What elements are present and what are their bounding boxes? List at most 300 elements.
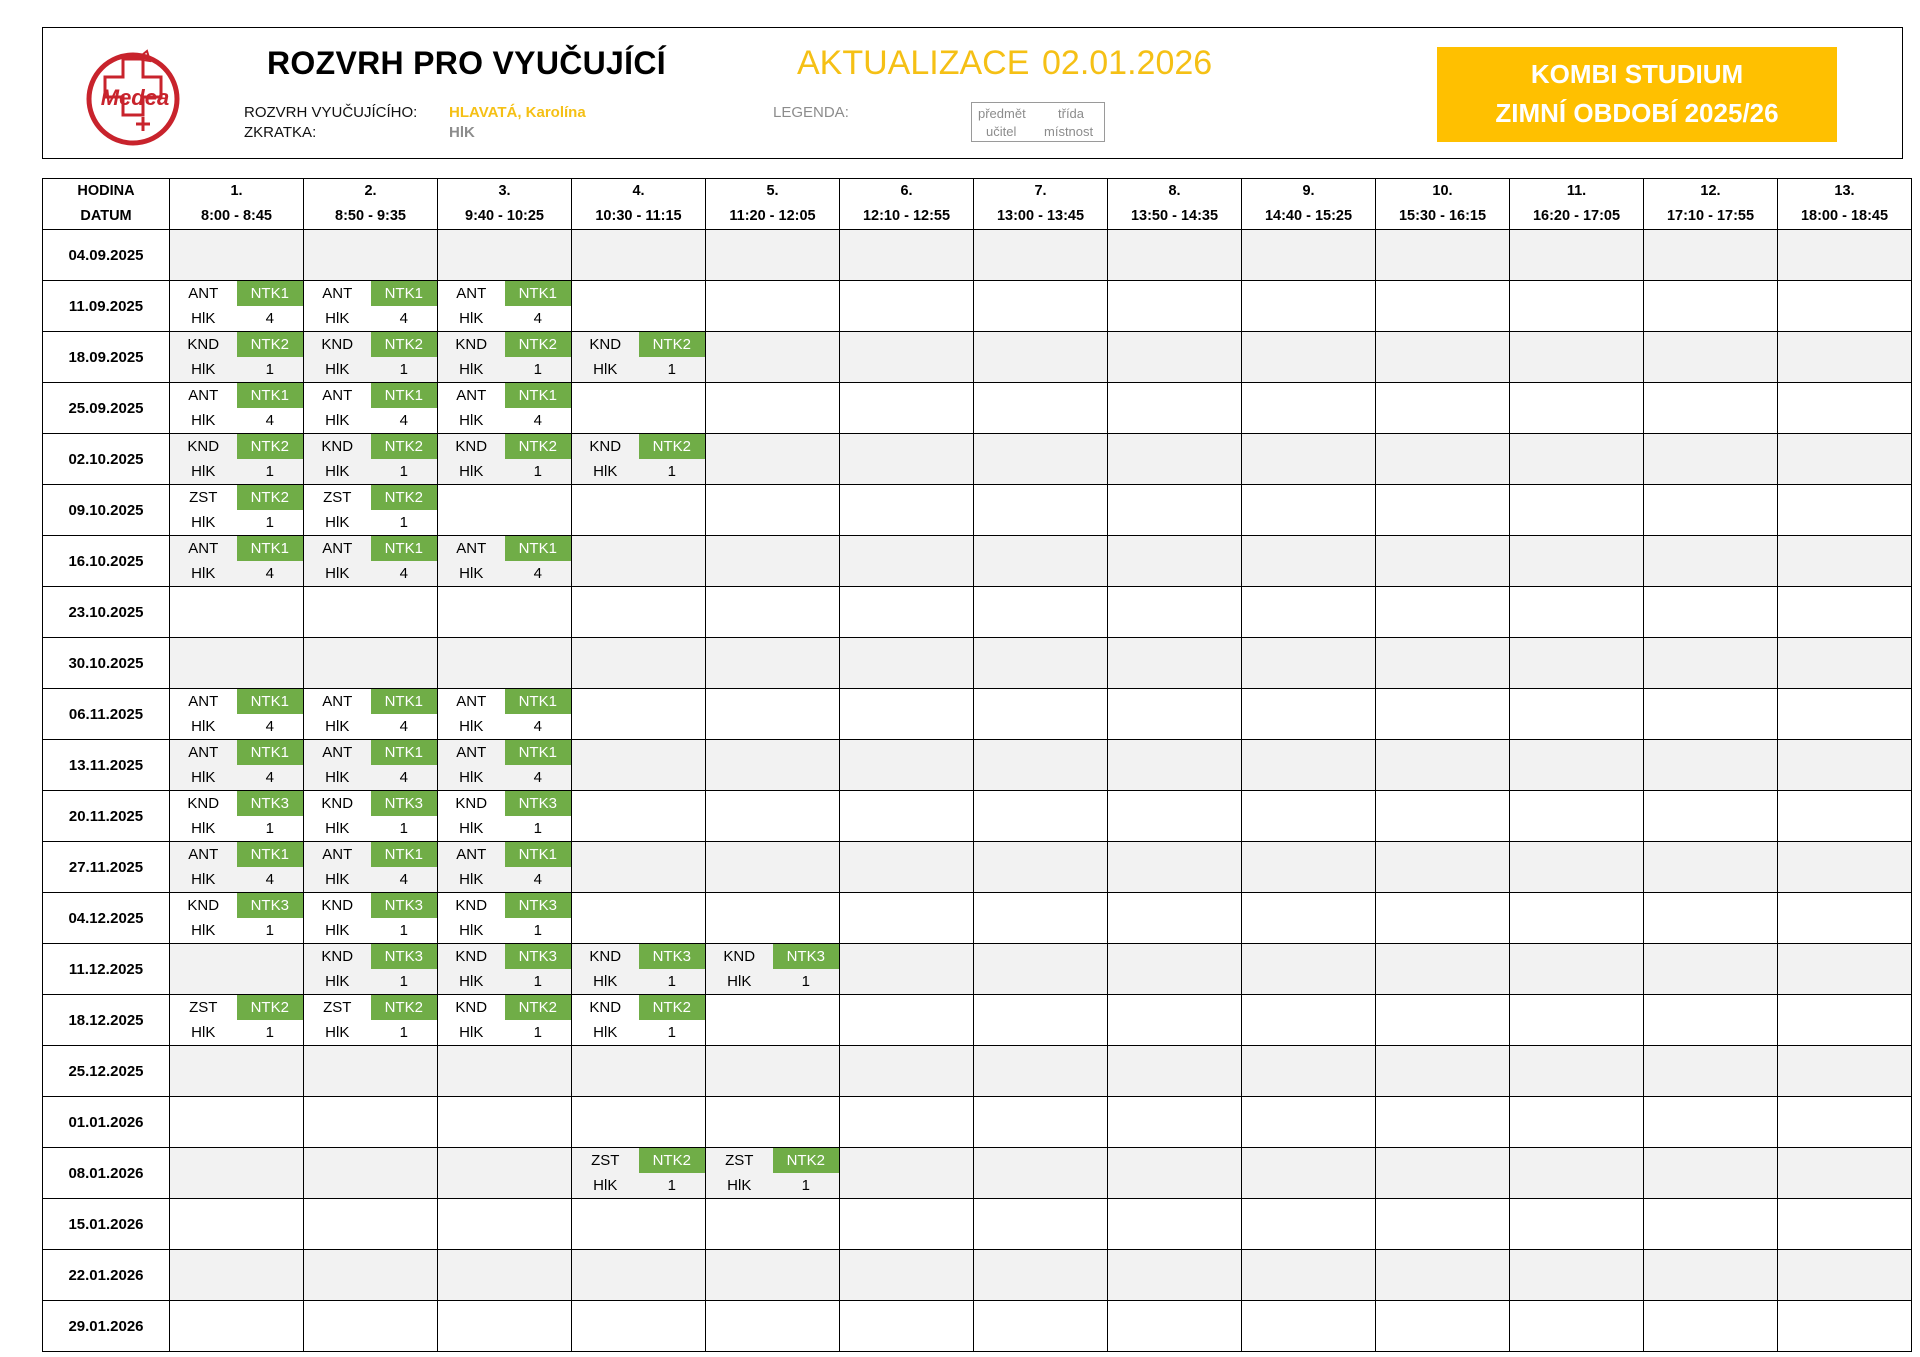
- lesson-class: NTK2: [505, 995, 572, 1020]
- legend-teacher: učitel: [986, 124, 1017, 139]
- lesson-teacher: HlK: [459, 1024, 484, 1041]
- lesson-subject: ANT: [456, 285, 487, 302]
- lesson-subject: ZST: [591, 1152, 620, 1169]
- lesson-room: 1: [533, 463, 542, 480]
- lesson: [438, 791, 571, 841]
- lesson: [304, 332, 437, 382]
- lesson-slot: [1242, 1301, 1376, 1352]
- lesson: [170, 332, 303, 382]
- lesson-subject: KND: [455, 897, 488, 914]
- lesson-slot: [1644, 1301, 1778, 1352]
- lesson-teacher: HlK: [325, 820, 350, 837]
- table-row: [43, 587, 1912, 638]
- lesson-slot: [974, 638, 1108, 689]
- lesson-teacher: HlK: [459, 820, 484, 837]
- row-date: 22.01.2026: [43, 1250, 170, 1301]
- lesson-slot: [840, 740, 974, 791]
- lesson-class: NTK2: [639, 332, 706, 357]
- lesson-teacher: HlK: [459, 361, 484, 378]
- lesson-slot: [304, 281, 438, 332]
- lesson-subject: KND: [723, 948, 756, 965]
- table-row: [43, 995, 1912, 1046]
- lesson-slot: [304, 1250, 438, 1301]
- lesson-slot: [1510, 536, 1644, 587]
- lesson-teacher: HlK: [191, 871, 216, 888]
- lesson-slot: [572, 689, 706, 740]
- lesson-slot: [1242, 332, 1376, 383]
- lesson-teacher: HlK: [191, 565, 216, 582]
- lesson: [170, 536, 303, 586]
- lesson-subject: KND: [321, 948, 354, 965]
- lesson: [304, 944, 437, 994]
- lesson-slot: [572, 434, 706, 485]
- lesson-slot: [438, 587, 572, 638]
- lesson-teacher: HlK: [593, 1177, 618, 1194]
- svg-text:Medea: Medea: [100, 85, 170, 110]
- lesson-subject: KND: [455, 999, 488, 1016]
- lesson-class: NTK1: [505, 689, 572, 714]
- lesson-class: NTK1: [237, 842, 304, 867]
- lesson-slot: [1510, 638, 1644, 689]
- study-period: ZIMNÍ OBDOBÍ 2025/26: [1495, 98, 1779, 128]
- lesson-slot: [706, 485, 840, 536]
- lesson-slot: [1108, 944, 1242, 995]
- lesson: [438, 740, 571, 790]
- lesson-class: NTK3: [639, 944, 706, 969]
- lesson-slot: [706, 740, 840, 791]
- lesson: [438, 332, 571, 382]
- lesson-subject: KND: [187, 795, 220, 812]
- lesson-slot: [304, 995, 438, 1046]
- lesson-subject: ANT: [322, 693, 353, 710]
- lesson-subject: ANT: [456, 846, 487, 863]
- lesson-slot: [572, 1301, 706, 1352]
- lesson-slot: [1108, 434, 1242, 485]
- lesson-teacher: HlK: [325, 361, 350, 378]
- lesson-subject: KND: [455, 336, 488, 353]
- lesson-subject: ANT: [456, 693, 487, 710]
- lesson-slot: [1242, 587, 1376, 638]
- lesson-subject: ZST: [189, 999, 218, 1016]
- lesson-slot: [974, 230, 1108, 281]
- period-time: 15:30 - 16:15: [1398, 208, 1487, 224]
- lesson-subject: KND: [589, 948, 622, 965]
- lesson-class: NTK3: [505, 944, 572, 969]
- corner-header: [43, 179, 170, 230]
- period-number: 12.: [1700, 183, 1721, 199]
- lesson-slot: [1376, 1199, 1510, 1250]
- lesson-slot: [974, 689, 1108, 740]
- lesson: [170, 893, 303, 943]
- lesson-slot: [1644, 332, 1778, 383]
- lesson-slot: [1510, 332, 1644, 383]
- lesson: [438, 893, 571, 943]
- lesson-slot: [1108, 689, 1242, 740]
- lesson-slot: [572, 944, 706, 995]
- lesson-class: NTK3: [371, 944, 438, 969]
- lesson-teacher: HlK: [593, 973, 618, 990]
- lesson: [170, 485, 303, 535]
- update-label: AKTUALIZACE: [797, 44, 1030, 82]
- lesson-slot: [706, 281, 840, 332]
- lesson: [572, 995, 705, 1045]
- lesson-room: 1: [399, 820, 408, 837]
- lesson-slot: [304, 638, 438, 689]
- lesson-slot: [170, 332, 304, 383]
- lesson: [170, 995, 303, 1045]
- lesson-subject: ANT: [456, 744, 487, 761]
- lesson-slot: [1242, 536, 1376, 587]
- lesson-slot: [304, 1097, 438, 1148]
- lesson-subject: ZST: [323, 999, 352, 1016]
- lesson-slot: [572, 740, 706, 791]
- lesson-slot: [706, 1199, 840, 1250]
- lesson-slot: [706, 893, 840, 944]
- lesson-slot: [974, 740, 1108, 791]
- lesson-slot: [1510, 281, 1644, 332]
- lesson-teacher: HlK: [191, 820, 216, 837]
- period-header-row: [43, 179, 1912, 230]
- lesson-room: 1: [667, 1177, 676, 1194]
- lesson-teacher: HlK: [325, 310, 350, 327]
- lesson-room: 4: [533, 718, 542, 735]
- lesson-slot: [572, 587, 706, 638]
- lesson-slot: [1510, 434, 1644, 485]
- lesson-slot: [304, 689, 438, 740]
- lesson-slot: [1778, 1148, 1912, 1199]
- lesson-slot: [1376, 995, 1510, 1046]
- row-date: 23.10.2025: [43, 587, 170, 638]
- lesson-slot: [438, 434, 572, 485]
- lesson-slot: [1778, 434, 1912, 485]
- lesson-room: 1: [533, 361, 542, 378]
- lesson-slot: [706, 995, 840, 1046]
- lesson-class: NTK1: [237, 689, 304, 714]
- lesson-class: NTK1: [371, 383, 438, 408]
- teacher-label: ROZVRH VYUČUJÍCÍHO:: [244, 104, 418, 121]
- lesson-subject: ANT: [188, 744, 219, 761]
- lesson-slot: [1510, 230, 1644, 281]
- lesson-slot: [706, 638, 840, 689]
- lesson-slot: [170, 842, 304, 893]
- teacher-abbr: HlK: [449, 124, 475, 141]
- lesson-slot: [1376, 893, 1510, 944]
- lesson-room: 1: [265, 361, 274, 378]
- lesson-slot: [1510, 1148, 1644, 1199]
- lesson-slot: [840, 1046, 974, 1097]
- lesson-room: 1: [265, 463, 274, 480]
- lesson-slot: [1108, 1097, 1242, 1148]
- lesson: [304, 791, 437, 841]
- lesson-slot: [170, 434, 304, 485]
- period-header-6: [840, 179, 974, 230]
- lesson-slot: [1778, 1250, 1912, 1301]
- lesson-slot: [1510, 740, 1644, 791]
- lesson-slot: [1108, 485, 1242, 536]
- lesson-class: NTK1: [505, 842, 572, 867]
- lesson-slot: [438, 281, 572, 332]
- lesson-slot: [1108, 230, 1242, 281]
- lesson-slot: [1242, 944, 1376, 995]
- lesson-teacher: HlK: [459, 718, 484, 735]
- lesson: [706, 944, 839, 994]
- lesson: [304, 434, 437, 484]
- lesson-slot: [1242, 842, 1376, 893]
- lesson-room: 4: [265, 871, 274, 888]
- lesson-slot: [1510, 1250, 1644, 1301]
- row-date: 04.09.2025: [43, 230, 170, 281]
- lesson-slot: [572, 1199, 706, 1250]
- lesson-slot: [974, 587, 1108, 638]
- lesson-slot: [1242, 485, 1376, 536]
- table-row: [43, 638, 1912, 689]
- lesson: [170, 434, 303, 484]
- lesson-subject: ZST: [189, 489, 218, 506]
- table-row: [43, 1301, 1912, 1352]
- lesson-room: 4: [533, 565, 542, 582]
- lesson-slot: [170, 1301, 304, 1352]
- lesson-slot: [706, 332, 840, 383]
- lesson-slot: [438, 332, 572, 383]
- lesson-slot: [974, 332, 1108, 383]
- lesson-slot: [170, 485, 304, 536]
- period-header-2: [304, 179, 438, 230]
- lesson-teacher: HlK: [459, 310, 484, 327]
- lesson-slot: [572, 1097, 706, 1148]
- lesson-class: NTK1: [237, 740, 304, 765]
- row-date: 16.10.2025: [43, 536, 170, 587]
- lesson-teacher: HlK: [325, 514, 350, 531]
- lesson-subject: KND: [455, 948, 488, 965]
- lesson-slot: [438, 1301, 572, 1352]
- lesson-class: NTK2: [237, 332, 304, 357]
- lesson-room: 1: [265, 922, 274, 939]
- lesson-slot: [1376, 434, 1510, 485]
- lesson-teacher: HlK: [325, 412, 350, 429]
- lesson-slot: [1242, 740, 1376, 791]
- lesson-slot: [706, 689, 840, 740]
- lesson-slot: [1510, 1046, 1644, 1097]
- lesson-slot: [1376, 485, 1510, 536]
- lesson: [438, 383, 571, 433]
- lesson-slot: [706, 536, 840, 587]
- lesson-slot: [1242, 1148, 1376, 1199]
- abbr-label: ZKRATKA:: [244, 124, 317, 141]
- lesson-slot: [974, 842, 1108, 893]
- lesson-class: NTK1: [371, 740, 438, 765]
- table-row: [43, 944, 1912, 995]
- lesson-slot: [170, 383, 304, 434]
- lesson-slot: [438, 1148, 572, 1199]
- lesson-slot: [840, 383, 974, 434]
- lesson-class: NTK2: [639, 434, 706, 459]
- lesson-slot: [1778, 587, 1912, 638]
- lesson-slot: [572, 995, 706, 1046]
- lesson-slot: [1108, 1199, 1242, 1250]
- lesson-room: 1: [667, 973, 676, 990]
- table-row: [43, 1148, 1912, 1199]
- lesson-class: NTK2: [639, 1148, 706, 1173]
- table-row: [43, 893, 1912, 944]
- table-row: [43, 689, 1912, 740]
- legend-subject: předmět: [978, 106, 1026, 121]
- row-date: 18.09.2025: [43, 332, 170, 383]
- lesson: [304, 893, 437, 943]
- lesson-slot: [706, 587, 840, 638]
- lesson-slot: [1108, 638, 1242, 689]
- lesson-slot: [974, 944, 1108, 995]
- lesson-slot: [1778, 791, 1912, 842]
- period-header-1: [170, 179, 304, 230]
- lesson: [438, 281, 571, 331]
- lesson-slot: [304, 842, 438, 893]
- lesson-slot: [1376, 689, 1510, 740]
- lesson-teacher: HlK: [325, 922, 350, 939]
- lesson-slot: [974, 1097, 1108, 1148]
- lesson-slot: [1778, 740, 1912, 791]
- lesson-slot: [1510, 842, 1644, 893]
- lesson-slot: [974, 791, 1108, 842]
- lesson-slot: [304, 383, 438, 434]
- lesson-slot: [1242, 1097, 1376, 1148]
- lesson-teacher: HlK: [459, 412, 484, 429]
- lesson: [438, 434, 571, 484]
- lesson-slot: [706, 434, 840, 485]
- lesson-slot: [1242, 230, 1376, 281]
- lesson-slot: [1108, 536, 1242, 587]
- period-time: 14:40 - 15:25: [1264, 208, 1353, 224]
- lesson-slot: [1108, 842, 1242, 893]
- lesson-slot: [1242, 638, 1376, 689]
- lesson-slot: [572, 1250, 706, 1301]
- lesson-slot: [304, 536, 438, 587]
- period-number: 8.: [1168, 183, 1181, 199]
- lesson-slot: [840, 434, 974, 485]
- lesson-slot: [1376, 1148, 1510, 1199]
- period-time: 16:20 - 17:05: [1532, 208, 1621, 224]
- lesson-slot: [974, 485, 1108, 536]
- timetable-body: [43, 230, 1912, 1352]
- period-header-7: [974, 179, 1108, 230]
- row-date: 09.10.2025: [43, 485, 170, 536]
- lesson-slot: [840, 536, 974, 587]
- period-time: 8:00 - 8:45: [201, 208, 272, 224]
- lesson-slot: [1108, 281, 1242, 332]
- lesson-class: NTK2: [371, 485, 438, 510]
- lesson-room: 4: [399, 769, 408, 786]
- lesson-slot: [438, 893, 572, 944]
- lesson-slot: [1778, 893, 1912, 944]
- lesson-slot: [170, 689, 304, 740]
- table-row: [43, 740, 1912, 791]
- lesson-class: NTK2: [371, 332, 438, 357]
- lesson-room: 1: [399, 463, 408, 480]
- lesson-room: 4: [399, 412, 408, 429]
- lesson-subject: KND: [321, 438, 354, 455]
- lesson: [170, 281, 303, 331]
- lesson-slot: [1778, 944, 1912, 995]
- lesson-slot: [1510, 944, 1644, 995]
- lesson-slot: [706, 1046, 840, 1097]
- lesson-slot: [840, 1097, 974, 1148]
- table-row: [43, 434, 1912, 485]
- lesson-slot: [304, 740, 438, 791]
- lesson-class: NTK1: [237, 281, 304, 306]
- lesson-class: NTK1: [505, 383, 572, 408]
- lesson-slot: [572, 383, 706, 434]
- lesson: [304, 689, 437, 739]
- lesson-slot: [1376, 230, 1510, 281]
- lesson-slot: [438, 689, 572, 740]
- period-number: 13.: [1834, 183, 1855, 199]
- lesson-slot: [1242, 995, 1376, 1046]
- lesson-slot: [170, 995, 304, 1046]
- lesson-slot: [1376, 638, 1510, 689]
- lesson-class: NTK3: [371, 893, 438, 918]
- row-date: 08.01.2026: [43, 1148, 170, 1199]
- lesson-subject: ANT: [322, 540, 353, 557]
- lesson-slot: [1108, 893, 1242, 944]
- lesson-class: NTK2: [773, 1148, 840, 1173]
- lesson-slot: [572, 1046, 706, 1097]
- lesson-subject: ANT: [188, 540, 219, 557]
- lesson-room: 1: [399, 361, 408, 378]
- lesson-slot: [170, 893, 304, 944]
- lesson-slot: [170, 1046, 304, 1097]
- lesson-class: NTK3: [505, 893, 572, 918]
- lesson-slot: [170, 791, 304, 842]
- lesson-slot: [1242, 1199, 1376, 1250]
- lesson-subject: KND: [589, 438, 622, 455]
- lesson-subject: KND: [187, 438, 220, 455]
- lesson-teacher: HlK: [459, 463, 484, 480]
- lesson-slot: [1644, 536, 1778, 587]
- lesson-slot: [1644, 842, 1778, 893]
- lesson-subject: KND: [321, 897, 354, 914]
- lesson-slot: [1778, 689, 1912, 740]
- lesson-slot: [1644, 230, 1778, 281]
- period-time: 17:10 - 17:55: [1666, 208, 1755, 224]
- lesson-slot: [1510, 485, 1644, 536]
- lesson-slot: [438, 638, 572, 689]
- lesson-slot: [974, 1301, 1108, 1352]
- lesson-slot: [572, 638, 706, 689]
- lesson-room: 1: [399, 514, 408, 531]
- row-date: 11.09.2025: [43, 281, 170, 332]
- lesson-room: 4: [265, 718, 274, 735]
- lesson: [170, 842, 303, 892]
- lesson-slot: [840, 842, 974, 893]
- lesson-class: NTK2: [237, 434, 304, 459]
- lesson-slot: [1242, 281, 1376, 332]
- period-header-8: [1108, 179, 1242, 230]
- lesson-slot: [1108, 1148, 1242, 1199]
- lesson-slot: [438, 791, 572, 842]
- lesson-slot: [974, 1250, 1108, 1301]
- lesson-slot: [1242, 434, 1376, 485]
- lesson: [170, 740, 303, 790]
- lesson-subject: ANT: [322, 285, 353, 302]
- period-time: 8:50 - 9:35: [335, 208, 406, 224]
- lesson-slot: [572, 281, 706, 332]
- lesson-class: NTK1: [371, 281, 438, 306]
- lesson-room: 1: [533, 1024, 542, 1041]
- lesson-room: 1: [667, 463, 676, 480]
- lesson-slot: [1778, 995, 1912, 1046]
- table-row: [43, 842, 1912, 893]
- lesson-subject: ANT: [188, 387, 219, 404]
- lesson-teacher: HlK: [191, 718, 216, 735]
